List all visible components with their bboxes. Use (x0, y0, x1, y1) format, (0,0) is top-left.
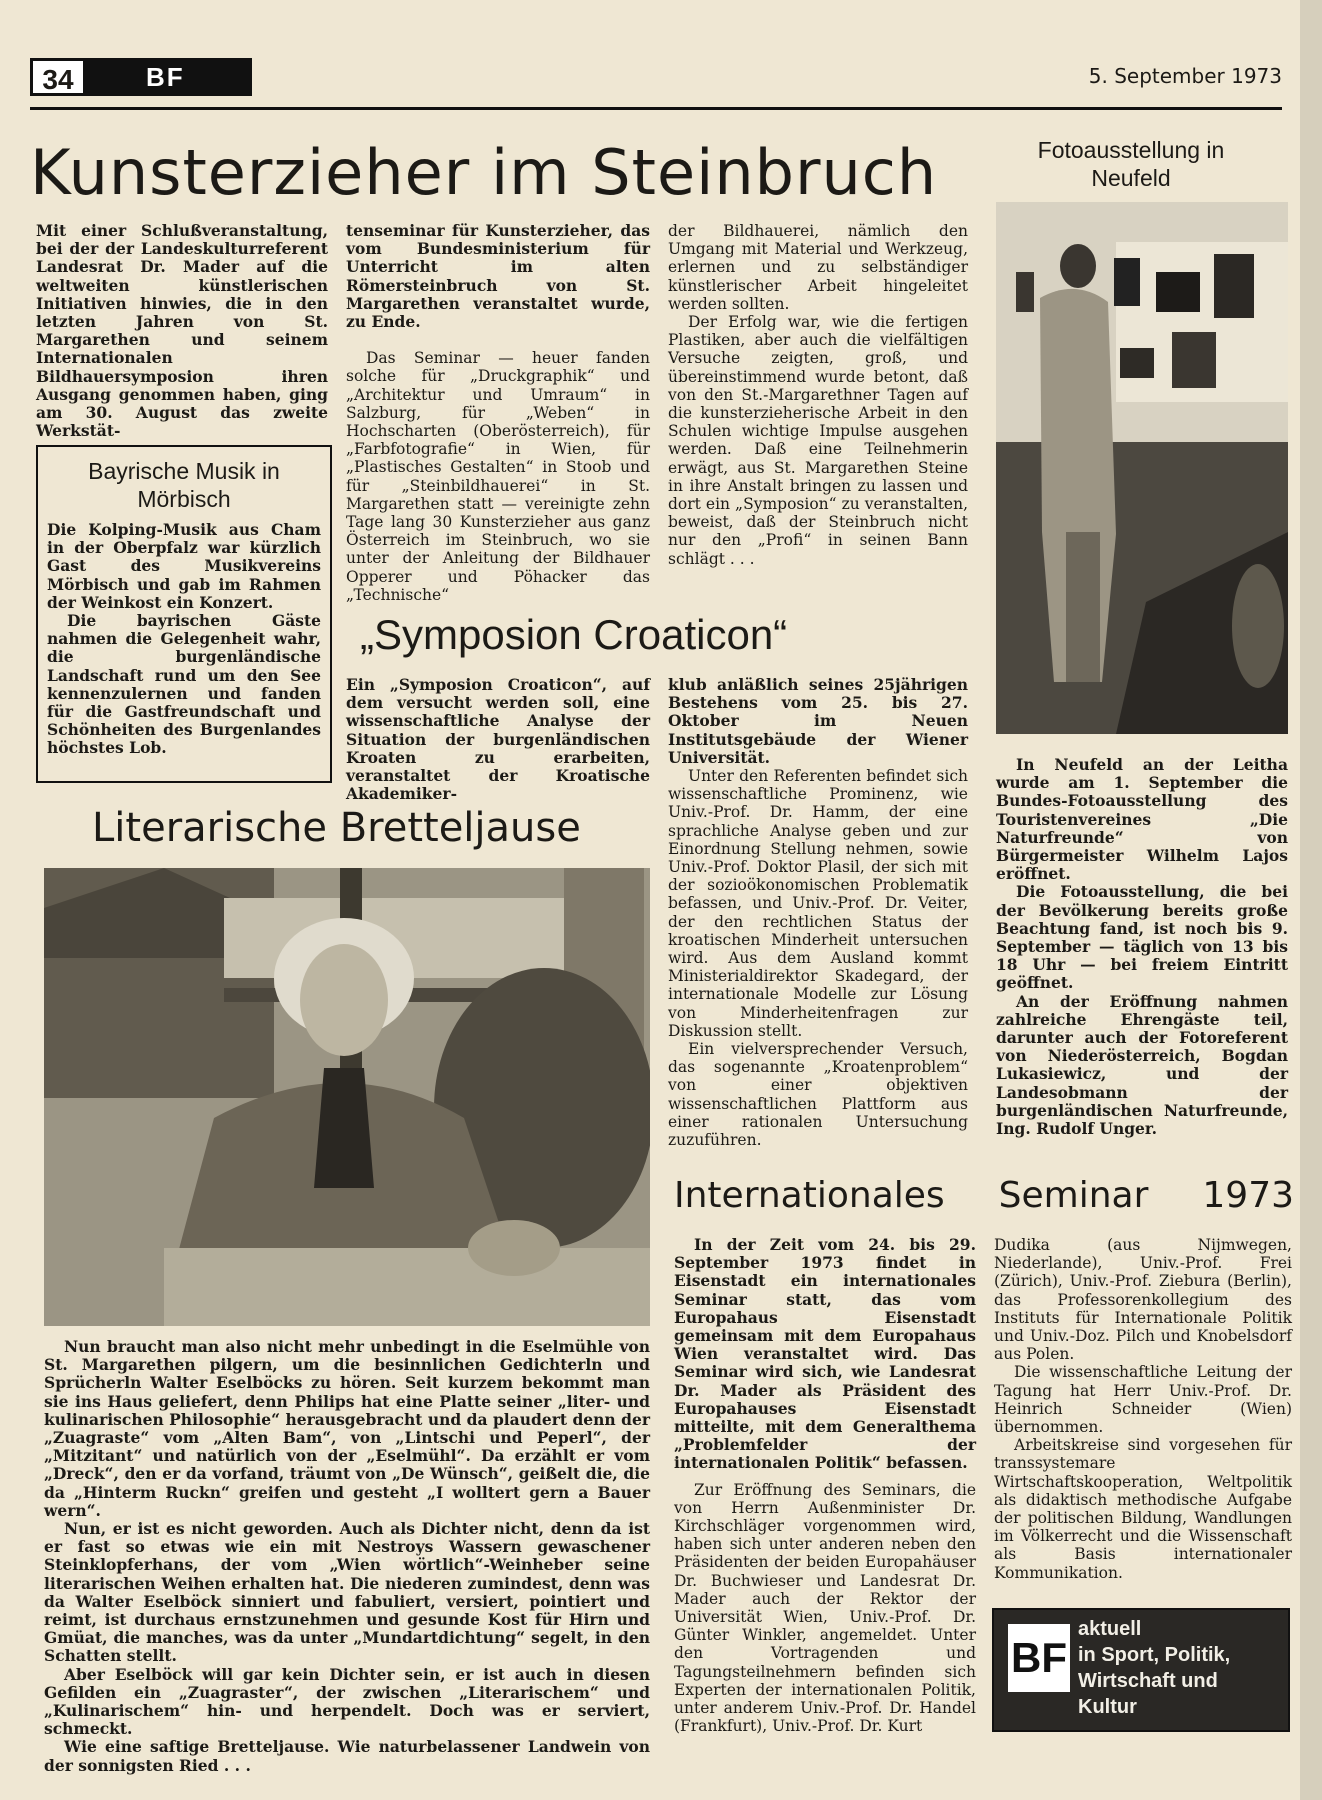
symposion-paragraph: Ein vielversprechender Versuch, das sogenannte „Kroatenproblem“ von einer objektiven wissenschaftlichen Plattform aus einer rationalen Untersuchung zuzuführen. (668, 1040, 968, 1150)
seminar-lead: In der Zeit vom 24. bis 29. September 1973 findet in Eisenstadt ein internationales Seminar statt, das vom Europahaus Eisenstadt gemeinsam mit dem Europahaus Wien veranstaltet wird. Das Seminar wird sich, wie Landesrat Dr. Mader als Präsident des Europahauses Eisenstadt mitteilte, mit dem Generalthema „Problemfelder der internationalen Politik“ befassen. (674, 1235, 976, 1473)
portrait-photo (44, 868, 650, 1326)
symposion-paragraph: Unter den Referenten befindet sich wissenschaftliche Prominenz, wie Univ.-Prof. Dr. Hamm, der eine sprachliche Analyse geben und zur Einordnung Stellung nehmen, sowie Univ.-Prof. Doktor Plasil, der sich mit der sozioökonomischen Problematik befassen, und Univ.-Prof. Dr. Veiter, der den rechtlichen Status der kroatischen Minderheit untersuchen wird. Aus dem Ausland kommt Ministerialdirektor Skadegard, der internationale Modelle zur Lösung von Minderheitenfragen zur Diskussion stellt. (668, 767, 968, 1040)
bavarian-music-paragraph: Die bayrischen Gäste nahmen die Gelegenheit wahr, die burgenländische Landschaft rund um den See kennenzulernen und fanden für die Gastfreundschaft und Schönheiten des Burgenlandes höchstes Lob. (47, 611, 321, 758)
page-number: 34 (30, 58, 86, 96)
seminar-paragraph: Die wissenschaftliche Leitung der Tagung hat Herr Univ.-Prof. Dr. Heinrich Schneider (Wien) übernommen. (994, 1363, 1292, 1437)
seminar-title: Internationales Seminar 1973 (674, 1175, 1294, 1216)
main-article-col3 (668, 222, 968, 568)
seminar-paragraph: Dudika (aus Nijmwegen, Niederlande), Univ.-Prof. Frei (Zürich), Univ.-Prof. Ziebura (Berlin), das Professorenkollegium des Instituts für Internationale Politik und Univ.-Doz. Pilch und Knobelsdorf aus Polen. (994, 1236, 1292, 1364)
issue-date: 5. September 1973 (1088, 64, 1282, 88)
literary-title: Literarische Bretteljause (92, 805, 581, 851)
exhibition-photo (996, 202, 1288, 734)
literary-paragraph: Nun, er ist es nicht geworden. Auch als Dichter nicht, denn da ist er fast so etwas wie ein mit Nestroys Wassern gewaschener Steinklopferhans, der vom „Wien wörtlich“-Weinheber seine literarischen Weihen erhalten hat. Die niederen zumindest, denn was da Walter Eselböck sinniert und fabuliert, versiert, pointiert und reimt, ist durchaus ernstzunehmen und gesunde Kost für Hirn und Gmüat, die manches, was da unter „Mundartdichtung“ segelt, in den Schatten stellt. (44, 1519, 650, 1666)
literary-paragraph: Aber Eselböck will gar kein Dichter sein, er ist auch in diesen Gefilden ein „Zuagraster“, der zwischen „Literarischem“ und „Kulinarischem“ hin- und herpendelt. Doch was er serviert, schmeckt. (44, 1664, 650, 1739)
bf-ad-text (1078, 1616, 1230, 1720)
bf-ad-logo: BF (1008, 1624, 1070, 1692)
main-article-lead-col2: tenseminar für Kunsterzieher, das vom Bundesministerium für Unterricht im alten Römersteinbruch von St. Margarethen veranstaltet wurde, zu Ende. (346, 221, 650, 332)
literary-paragraph: Wie eine saftige Bretteljause. Wie naturbelassener Landwein von der sonnigsten Ried . . . (44, 1737, 650, 1775)
seminar-col1 (674, 1236, 976, 1735)
photo-exhibit-paragraph: Die Fotoausstellung, die bei der Bevölkerung bereits große Beachtung fand, ist noch bis 9. September — täglich von 13 bis 18 Uhr — bei freiem Eintritt geöffnet. (996, 882, 1288, 993)
symposion-lead-col1: Ein „Symposion Croaticon“, auf dem versucht werden soll, eine wissenschaftliche Analyse der Situation der burgenländischen Kroaten zu erarbeiten, veranstaltet der Kroatische Akademiker- (346, 675, 650, 804)
page-edge (1300, 0, 1322, 1800)
bf-ad-line: in Sport, Politik, (1078, 1644, 1231, 1666)
exhibition-photo-image (996, 202, 1288, 734)
literary-text (44, 1338, 650, 1775)
symposion-lead-col2: klub anläßlich seines 25jährigen Bestehens vom 25. bis 27. Oktober im Neuen Institutsgebäude der Wiener Universität. (668, 675, 968, 767)
photo-exhibit-paragraph: In Neufeld an der Leitha wurde am 1. September die Bundes-Fotoausstellung des Touristenvereines „Die Naturfreunde“ von Bürgermeister Wilhelm Lajos eröffnet. (996, 755, 1288, 884)
symposion-col2 (668, 676, 968, 1149)
main-article-paragraph: der Bildhauerei, nämlich den Umgang mit Material und Werkzeug, erlernen und zu selbständiger künstlerischer Arbeit hingeleitet werden sollten. (668, 222, 968, 313)
bavarian-music-paragraph: Die Kolping-Musik aus Cham in der Oberpfalz war kürzlich Gast des Musikvereins Mörbisch und gab im Rahmen der Weinkost ein Konzert. (47, 520, 321, 612)
seminar-paragraph: Arbeitskreise sind vorgesehen für transsystemare Wirtschaftskooperation, Weltpolitik als didaktisch methodische Aufgabe der politischen Bildung, Wandlungen im Völkerrecht und die Wissenschaft als Basis internationaler Kommunikation. (994, 1436, 1292, 1582)
bf-ad-line: aktuell (1078, 1618, 1142, 1640)
bf-advertisement (992, 1608, 1290, 1732)
main-article-title: Kunsterzieher im Steinbruch (30, 136, 938, 209)
bavarian-music-box (36, 445, 332, 783)
symposion-title: „Symposion Croaticon“ (360, 611, 788, 658)
portrait-photo-image (44, 868, 650, 1326)
main-article-paragraph: Der Erfolg war, wie die fertigen Plastiken, aber auch die vielfältigen Versuche zeigten, groß, und übereinstimmend wurde betont, daß von den St.-Margarethner Tagen auf die kunsterzieherische Arbeit in den Schulen wichtige Impulse ausgehen werden. Daß eine Teilnehmerin erwägt, aus St. Margarethen Steine in ihre Anstalt bringen zu lassen und dort ein „Symposion“ zu veranstalten, beweist, daß der Steinbruch nicht nur den „Profi“ in seinen Bann schlägt . . . (668, 313, 968, 568)
masthead: BF (86, 58, 252, 96)
seminar-col2 (994, 1236, 1292, 1582)
main-article-col2 (346, 222, 650, 604)
photo-exhibit-text (996, 756, 1288, 1138)
bf-ad-line: Wirtschaft und (1078, 1670, 1218, 1692)
main-article-lead-col1: Mit einer Schlußveranstaltung, bei der der Landeskulturreferent Landesrat Dr. Mader auf die weltweiten künstlerischen Initiativen hinwies, die in den letzten Jahren von St. Margarethen und seinem Internationalen Bildhauersymposion ihren Ausgang genommen haben, ging am 30. August das zweite Werkstät- (36, 221, 328, 441)
seminar-paragraph: Zur Eröffnung des Seminars, die von Herrn Außenminister Dr. Kirchschläger vorgenommen wird, haben sich unter anderen neben den Präsidenten der beiden Europahäuser Dr. Buchwieser und Landesrat Dr. Mader auch der Rektor der Universität Wien, Univ.-Prof. Dr. Günter Winkler, angemeldet. Unter den Vortragenden und Tagungsteilnehmern befinden sich Experten der internationalen Politik, unter anderem Univ.-Prof. Dr. Handel (Frankfurt), Univ.-Prof. Dr. Kurt (674, 1480, 976, 1736)
main-article-paragraph: Das Seminar — heuer fanden solche für „Druckgraphik“ und „Architektur und Umraum“ in Salzburg, für „Weben“ in Hochscharten (Oberösterreich), für „Farbfotografie“ in Wien, für „Plastisches Gestalten“ in Stoob und für „Steinbildhauerei“ in St. Margarethen statt — vereinigte zehn Tage lang 30 Kunsterzieher aus ganz Österreich im Steinbruch, wo sie unter der Anleitung der Bildhauer Opperer und Pöhacker das „Technische“ (346, 349, 650, 604)
photo-exhibit-paragraph: An der Eröffnung nahmen zahlreiche Ehrengäste teil, darunter auch der Fotoreferent von Niederösterreich, Bogdan Lukasiewicz, und der Landesobmann der burgenländischen Naturfreunde, Ing. Rudolf Unger. (996, 991, 1288, 1139)
header-rule (30, 107, 1282, 110)
literary-paragraph: Nun braucht man also nicht mehr unbedingt in die Eselmühle von St. Margarethen pilgern, um die besinnlichen Gedichterln und Sprücherln Walter Eselböcks zu hören. Seit kurzem bekommt man sie ins Haus geliefert, denn Philips hat eine Platte seiner „liter- und kulinarischen Philosophie“ herausgebracht und da plaudert denn der „Zuagraste“ vom „Alten Bam“, von „Lintschi und Peperl“, der „Mitzitant“ und natürlich von der „Eselmühl“. Da erzählt er vom „Dreck“, den er da vorfand, träumt von „De Wünsch“, geißelt die, die da „Hinterm Ruckn“ greifen und gesteht „I wolltert gern a Bauer wern“. (44, 1337, 650, 1520)
photo-exhibit-title: Fotoausstellung in Neufeld (1037, 137, 1225, 191)
bavarian-music-title: Bayrische Musik in Mörbisch (88, 458, 280, 512)
bf-ad-line: Kultur (1078, 1696, 1137, 1718)
